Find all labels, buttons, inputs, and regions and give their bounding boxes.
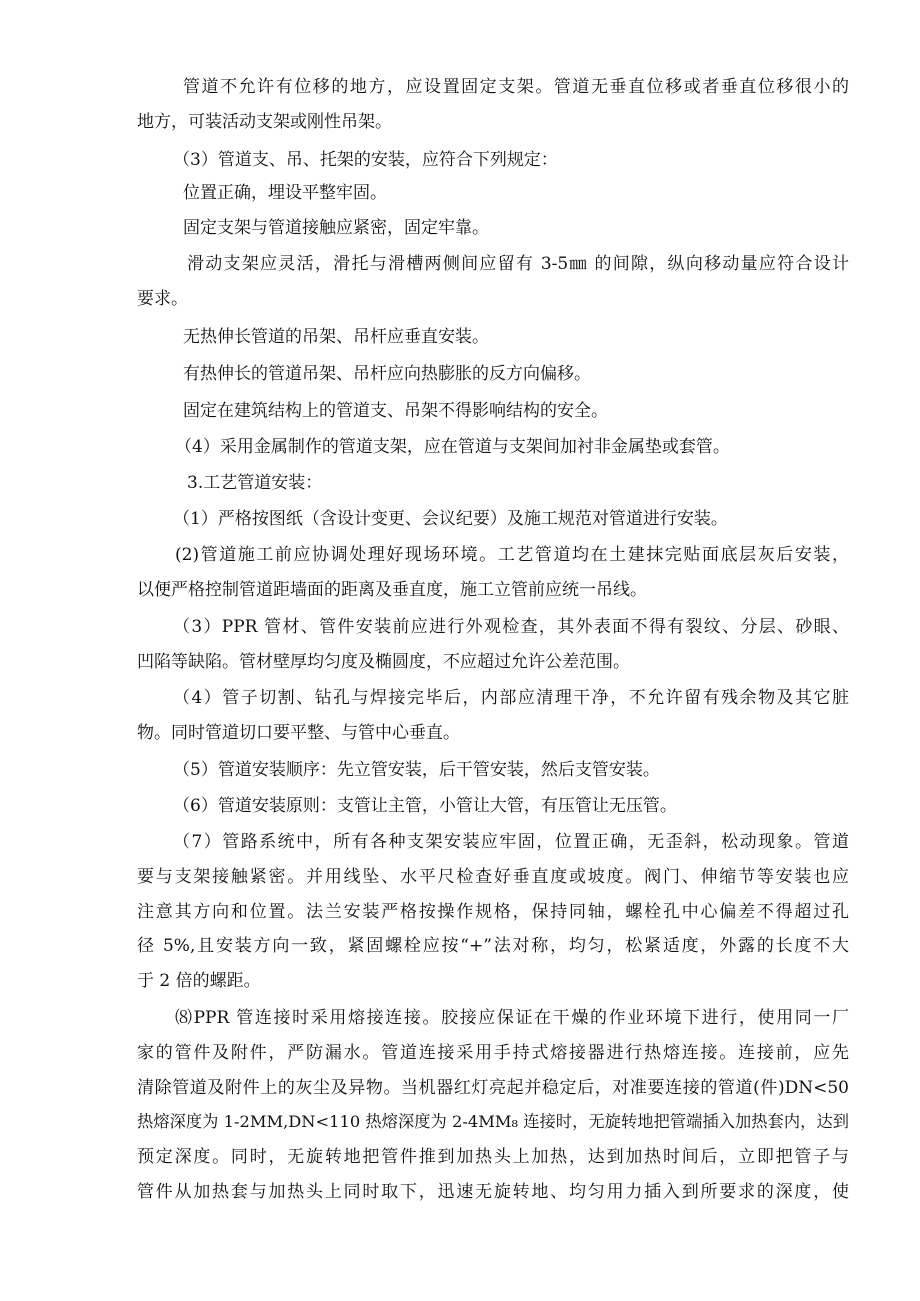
text-line: 无热伸长管道的吊架、吊杆应垂直安装。 xyxy=(183,327,489,347)
paragraph-item-3-ppr-inspection xyxy=(137,610,849,680)
text-line: （3）PPR 管材、管件安装前应进行外观检查，其外表面不得有裂纹、分层、砂眼、 xyxy=(173,617,849,637)
paragraph-item-2-site-environment xyxy=(137,538,849,608)
paragraph-item-3-heading xyxy=(137,143,849,178)
text-line: 固定支架与管道接触应紧密，固定牢靠。 xyxy=(183,218,489,238)
text-line: （4）管子切割、钻孔与焊接完毕后，内部应清理干净，不允许留有残余物及其它脏 xyxy=(173,688,849,708)
paragraph-position-correct xyxy=(137,176,849,211)
text-line: （1）严格按图纸（含设计变更、会议纪要）及施工规范对管道进行安装。 xyxy=(173,509,728,529)
text-line: （5）管道安装顺序：先立管安装，后干管安装，然后支管安装。 xyxy=(173,760,660,780)
text-line: 管件从加热套与加热头上同时取下，迅速无旋转地、均匀用力插入到所要求的深度，使 xyxy=(137,1181,849,1202)
text-line: 固定在建筑结构上的管道支、吊架不得影响结构的安全。 xyxy=(183,401,608,421)
text-line: 管道不允许有位移的地方，应设置固定支架。管道无垂直位移或者垂直位移很小的 xyxy=(183,77,849,97)
paragraph-sliding-support xyxy=(137,247,849,317)
text-line: 凹陷等缺陷。管材壁厚均匀度及椭圆度，不应超过允许公差范围。 xyxy=(137,651,630,672)
paragraph-fixed-support xyxy=(137,70,849,140)
text-line: 位置正确，埋设平整牢固。 xyxy=(183,183,387,203)
paragraph-fixed-contact xyxy=(137,211,849,246)
text-line: (2)管道施工前应协调处理好现场环境。工艺管道均在土建抹完贴面底层灰后安装， xyxy=(175,545,849,565)
paragraph-thermal-hanger xyxy=(137,357,849,392)
text-line: 家的管件及附件，严防漏水。管道连接采用手持式熔接器进行热熔连接。连接前，应先 xyxy=(137,1042,849,1063)
text-line: 热熔深度为 1-2MM,DN<110 热熔深度为 2-4MM₈ 连接时，无旋转地把管端插入加热套内，达到 xyxy=(137,1112,849,1132)
text-line: 有热伸长的管道吊架、吊杆应向热膨胀的反方向偏移。 xyxy=(183,364,591,384)
paragraph-item-6-install-principle xyxy=(137,789,849,824)
text-line: 以便严格控制管道距墙面的距离及垂直度，施工立管前应统一吊线。 xyxy=(137,579,647,600)
paragraph-item-5-install-order xyxy=(137,753,849,788)
text-line: 预定深度。同时，无旋转地把管件推到加热头上加热，达到加热时间后，立即把管子与 xyxy=(137,1147,849,1168)
section-heading-process-piping xyxy=(137,466,849,501)
text-line: 注意其方向和位置。法兰安装严格按操作规格，保持同轴，螺栓孔中心偏差不得超过孔 xyxy=(137,901,849,922)
text-line: 要与支架接触紧密。并用线坠、水平尺检查好垂直度或坡度。阀门、伸缩节等安装也应 xyxy=(137,866,849,887)
text-line: （3）管道支、吊、托架的安装，应符合下列规定： xyxy=(173,150,558,170)
paragraph-item-4-cutting xyxy=(137,681,849,751)
text-line: 于 2 倍的螺距。 xyxy=(137,971,261,992)
paragraph-structure-safety xyxy=(137,394,849,429)
text-line: （6）管道安装原则：支管让主管，小管让大管，有压管让无压管。 xyxy=(173,796,677,816)
text-line: 滑动支架应灵活，滑托与滑槽两侧间应留有 3-5㎜ 的间隙，纵向移动量应符合设计 xyxy=(187,254,849,274)
paragraph-item-7-piping-system xyxy=(137,825,849,999)
paragraph-item-8-ppr-connection xyxy=(137,1001,849,1210)
text-line: （4）采用金属制作的管道支架，应在管道与支架间加衬非金属垫或套管。 xyxy=(175,437,730,457)
text-line: 地方，可装活动支架或刚性吊架。 xyxy=(137,111,392,132)
text-line: 物。同时管道切口要平整、与管中心垂直。 xyxy=(137,722,460,743)
text-line: 清除管道及附件上的灰尘及异物。当机器红灯亮起并稳定后，对准要连接的管道(件)DN<50 xyxy=(137,1077,849,1098)
text-line: （7）管路系统中，所有各种支架安装应牢固，位置正确，无歪斜，松动现象。管道 xyxy=(173,832,849,852)
text-line: 3.工艺管道安装： xyxy=(187,473,323,493)
text-line: ⑻PPR 管连接时采用熔接连接。胶接应保证在干燥的作业环境下进行，使用同一厂 xyxy=(175,1008,849,1028)
text-line: 径 5%,且安装方向一致，紧固螺栓应按“+”法对称，均匀，松紧适度，外露的长度不大 xyxy=(137,936,849,957)
text-line: 要求。 xyxy=(137,288,188,309)
paragraph-item-1-drawings xyxy=(137,502,849,537)
paragraph-item-4-metal-support xyxy=(137,430,849,465)
paragraph-no-thermal-hanger xyxy=(137,320,849,355)
